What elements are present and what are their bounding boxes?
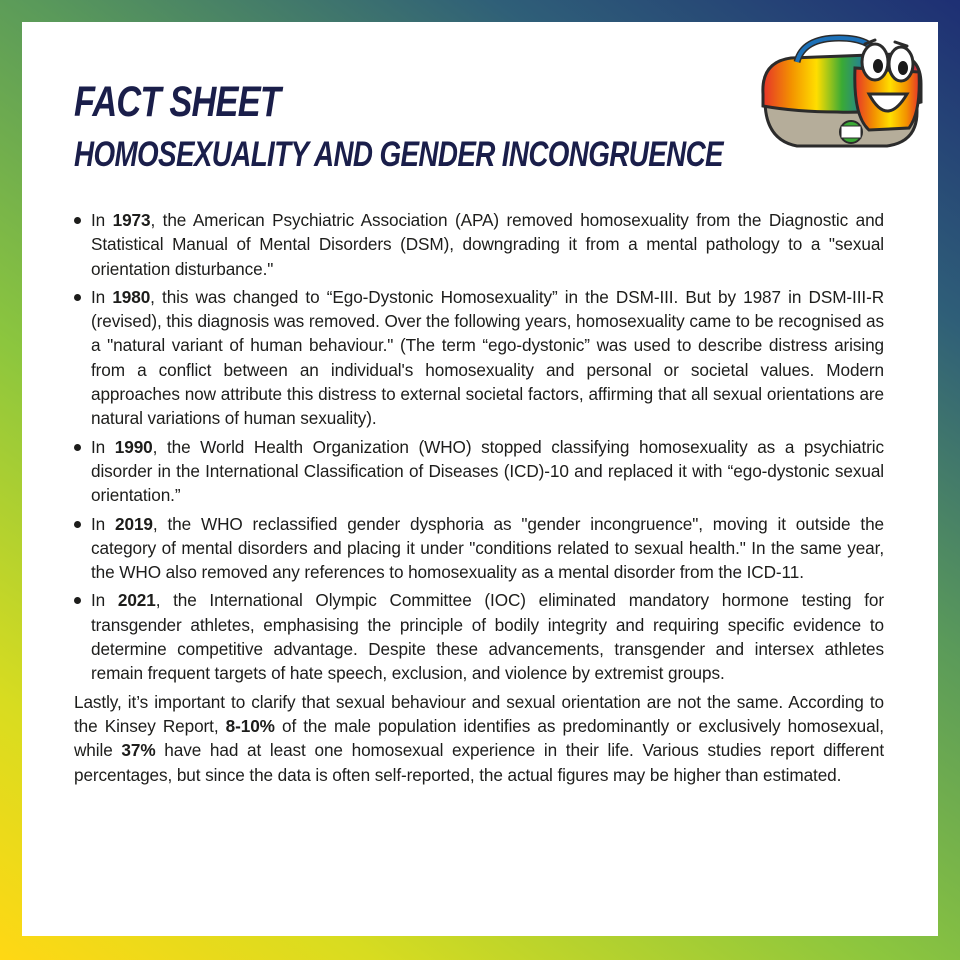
list-item bbox=[74, 588, 884, 685]
closing-text: have had at least one homosexual experience in their life. Various studies report different percentages, but since the data is often self-reported, the actual figures may be higher than estimated. bbox=[74, 740, 884, 785]
bullet-icon bbox=[74, 597, 81, 604]
list-item bbox=[74, 512, 884, 585]
fact-year: 2019 bbox=[115, 513, 153, 534]
bullet-icon bbox=[74, 444, 81, 451]
fact-content bbox=[74, 208, 884, 787]
fact-prefix: In bbox=[91, 590, 118, 611]
closing-paragraph bbox=[74, 690, 884, 787]
facts-list bbox=[74, 208, 884, 686]
fact-sheet-card bbox=[22, 22, 938, 936]
list-item bbox=[74, 208, 884, 281]
fact-prefix: In bbox=[91, 286, 113, 307]
fact-prefix: In bbox=[91, 210, 113, 230]
kinsey-stat-experience: 37% bbox=[121, 740, 156, 761]
list-item bbox=[74, 285, 884, 431]
bullet-icon bbox=[74, 521, 81, 528]
fact-year: 1973 bbox=[112, 210, 151, 230]
closing-text: Lastly, it’s important to clarify that sexual behaviour and sexual orientation are not the same. According to the Kinsey Report, bbox=[74, 691, 884, 736]
fact-text: , the International Olympic Committee (IOC) eliminated mandatory hormone testing for transgender athletes, emphasising the principle of bodily integrity and requiring specific evidence to determine competitive advantage. Despite these advancements, transgender and intersex athletes remain frequent targets of hate speech, exclusion, and violence by extremist groups. bbox=[91, 590, 884, 684]
fact-year: 1980 bbox=[112, 286, 151, 307]
fact-year: 1990 bbox=[114, 436, 153, 457]
list-item bbox=[74, 435, 884, 508]
rainbow-bag-mascot-icon bbox=[757, 32, 927, 157]
page-title: FACT SHEET bbox=[74, 78, 281, 126]
kinsey-stat-predominantly: 8-10% bbox=[225, 715, 275, 736]
fact-year: 2021 bbox=[117, 590, 156, 611]
fact-text: , the American Psychiatric Association (APA) removed homosexuality from the Diagnostic and Statistical Manual of Mental Disorders (DSM), downgrading it from a mental pathology to a "sexual orientation disturbance." bbox=[91, 210, 884, 279]
fact-text: , the WHO reclassified gender dysphoria as "gender incongruence", moving it outside the category of mental disorders and placing it under "conditions related to sexual health." In the same year, the WHO also removed any references to homosexuality as a mental disorder from the ICD-11. bbox=[91, 513, 885, 583]
fact-text: , the World Health Organization (WHO) stopped classifying homosexuality as a psychiatric disorder in the International Classification of Diseases (ICD)-10 and replaced it with “ego-dystonic sexual orientation.” bbox=[91, 436, 885, 506]
bullet-icon bbox=[74, 217, 81, 224]
fact-prefix: In bbox=[91, 513, 116, 534]
fact-text: , this was changed to “Ego-Dystonic Homosexuality” in the DSM-III. But by 1987 in DSM-III-R (revised), this diagnosis was removed. Over the following years, homosexuality came to be recognised as a "natural variant of human behaviour." (The term “ego-dystonic” was used to describe distress arising from a conflict between an individual's homosexuality and personal or societal values. Modern approaches now attribute this distress to external societal factors, affirming that all sexual orientations are natural variations of human sexuality). bbox=[91, 286, 885, 429]
bullet-icon bbox=[74, 294, 81, 301]
page-subtitle: HOMOSEXUALITY AND GENDER INCONGRUENCE bbox=[74, 135, 723, 174]
fact-prefix: In bbox=[91, 436, 115, 457]
closing-text: of the male population identifies as predominantly or exclusively homosexual, while bbox=[74, 715, 884, 761]
